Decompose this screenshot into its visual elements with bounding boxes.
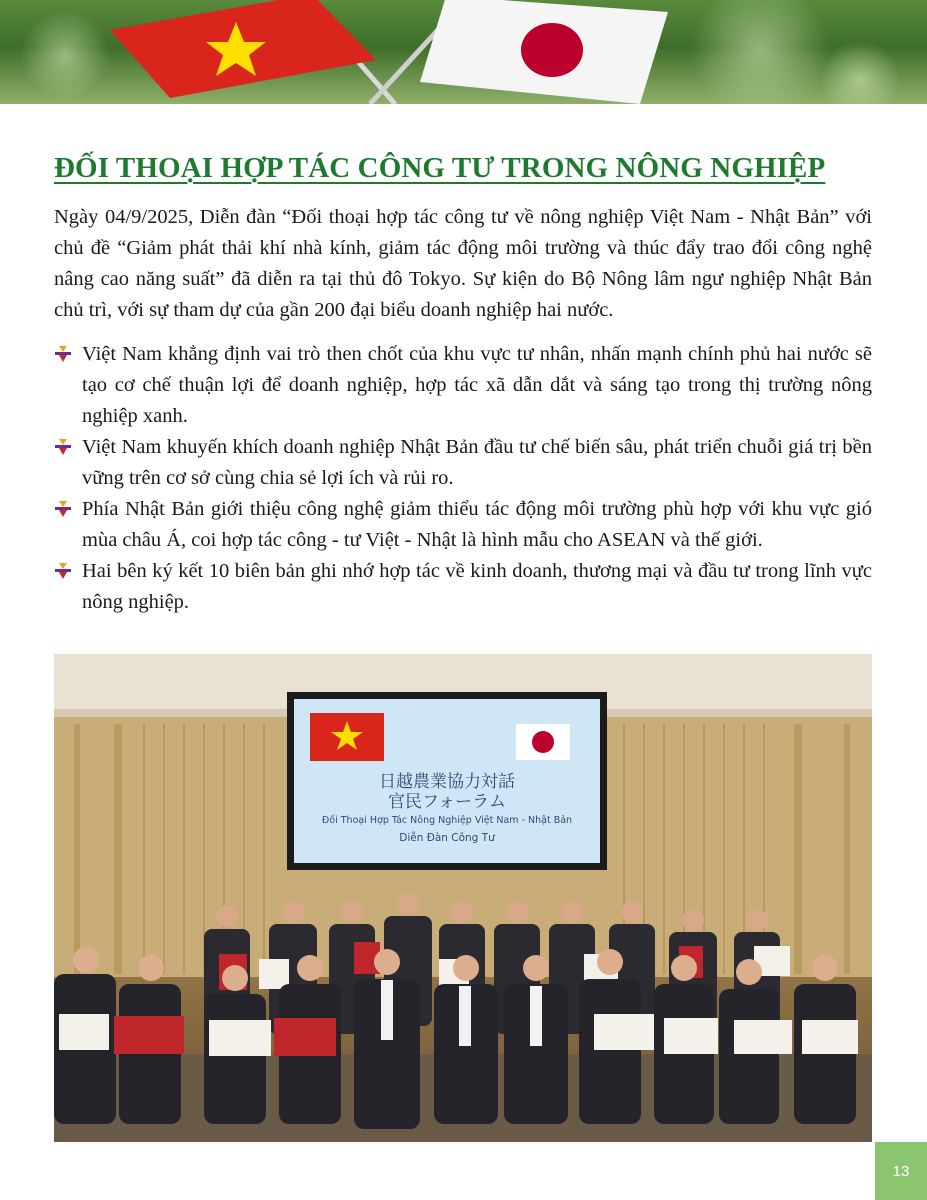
list-item [54, 432, 872, 494]
list-item [54, 494, 872, 556]
arrow-bullet-icon [54, 345, 72, 363]
header-banner [0, 0, 927, 104]
article-title: ĐỐI THOẠI HỢP TÁC CÔNG TƯ TRONG NÔNG NGHIỆP [54, 152, 826, 184]
event-photo [54, 654, 872, 1142]
list-item [54, 556, 872, 618]
bullet-list [54, 339, 872, 618]
intro-paragraph: Ngày 04/9/2025, Diễn đàn “Đối thoại hợp tác công tư về nông nghiệp Việt Nam - Nhật Bản” với chủ đề “Giảm phát thải khí nhà kính, giảm tác động môi trường và thúc đẩy trao đổi công nghệ nâng cao năng suất” đã diễn ra tại thủ đô Tokyo. Sự kiện do Bộ Nông lâm ngư nghiệp Nhật Bản chủ trì, với sự tham dự của gần 200 đại biểu doanh nghiệp hai nước. [54, 206, 872, 321]
japan-flag-icon [0, 0, 927, 104]
bullet-text: Phía Nhật Bản giới thiệu công nghệ giảm thiểu tác động môi trường phù hợp với khu vực gió mùa châu Á, coi hợp tác công - tư Việt - Nhật là hình mẫu cho ASEAN và thế giới. [82, 498, 872, 551]
page-number: 13 [875, 1142, 927, 1200]
bullet-text: Hai bên ký kết 10 biên bản ghi nhớ hợp tác về kinh doanh, thương mại và đầu tư trong lĩnh vực nông nghiệp. [82, 560, 872, 613]
screen-line-vn-2: Diễn Đàn Công Tư [399, 832, 495, 844]
bullet-text: Việt Nam khuyến khích doanh nghiệp Nhật Bản đầu tư chế biến sâu, phát triển chuỗi giá trị bền vững trên cơ sở cùng chia sẻ lợi ích và rủi ro. [82, 436, 872, 489]
delegates-group [54, 654, 872, 1142]
bullet-text: Việt Nam khẳng định vai trò then chốt của khu vực tư nhân, nhấn mạnh chính phủ hai nước sẽ tạo cơ chế thuận lợi để doanh nghiệp, hợp tác xã dẫn dắt và sáng tạo trong thị trường nông nghiệp xanh. [82, 343, 872, 427]
arrow-bullet-icon [54, 562, 72, 580]
screen-line-jp-1: 日越農業協力対話 [379, 772, 515, 792]
list-item [54, 339, 872, 432]
arrow-bullet-icon [54, 500, 72, 518]
arrow-bullet-icon [54, 438, 72, 456]
screen-line-jp-2: 官民フォーラム [388, 792, 506, 812]
screen-line-vn-1: Đối Thoại Hợp Tác Nông Nghiệp Việt Nam - Nhật Bản [321, 815, 573, 826]
